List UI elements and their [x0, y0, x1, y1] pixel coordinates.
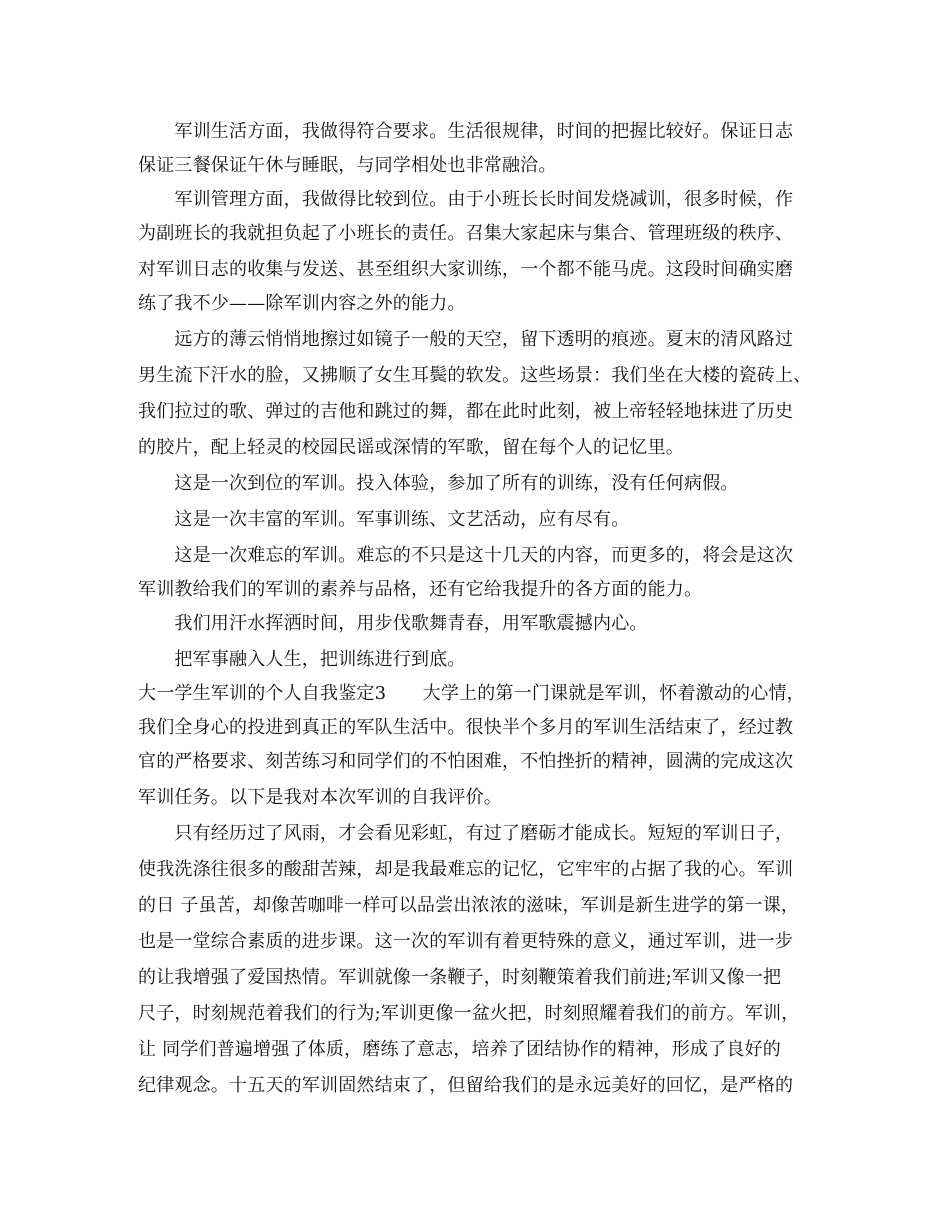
text-line: 尺子，时刻规范着我们的行为;军训更像一盆火把，时刻照耀着我们的前方。军训， — [138, 1003, 800, 1024]
text-line: 军训生活方面，我做得符合要求。生活很规律，时间的把握比较好。保证日志 — [138, 121, 794, 142]
text-line: 这是一次丰富的军训。军事训练、文艺活动，应有尽有。 — [138, 509, 630, 530]
text-line: 官的严格要求、刻苦练习和同学们的不怕困难，不怕挫折的精神，圆满的完成这次 — [138, 751, 794, 772]
text-line: 的胶片，配上轻灵的校园民谣或深情的军歌，留在每个人的记忆里。 — [138, 437, 684, 458]
text-line: 这是一次难忘的军训。难忘的不只是这十几天的内容，而更多的，将会是这次 — [138, 545, 794, 566]
text-line: 纪律观念。十五天的军训固然结束了，但留给我们的是永远美好的回忆，是严格的 — [138, 1075, 794, 1096]
text-line: 对军训日志的收集与发送、甚至组织大家训练，一个都不能马虎。这段时间确实磨 — [138, 259, 794, 280]
text-line: 使我洗涤往很多的酸甜苦辣，却是我最难忘的记忆，它牢牢的占据了我的心。军训 — [138, 859, 794, 880]
text-line: 只有经历过了风雨，才会看见彩虹，有过了磨砺才能成长。短短的军训日子， — [138, 823, 794, 844]
text-line: 让 同学们普遍增强了体质，磨练了意志，培养了团结协作的精神，形成了良好的 — [138, 1039, 781, 1060]
section-heading-line: 大一学生军训的个人自我鉴定3 大学上的第一门课就是军训，怀着激动的心情， — [138, 683, 805, 704]
text-line: 的日 子虽苦，却像苦咖啡一样可以品尝出浓浓的滋味，军训是新生进学的第一课， — [138, 895, 800, 916]
text-line: 为副班长的我就担负起了小班长的责任。召集大家起床与集合、管理班级的秩序、 — [138, 223, 794, 244]
text-line: 军训管理方面，我做得比较到位。由于小班长长时间发烧减训，很多时候，作 — [138, 189, 794, 210]
text-line: 保证三餐保证午休与睡眠，与同学相处也非常融洽。 — [138, 155, 557, 176]
text-line: 军训任务。以下是我对本次军训的自我评价。 — [138, 787, 502, 808]
text-line: 男生流下汗水的脸，又拂顺了女生耳鬓的软发。这些场景：我们坐在大楼的瓷砖上、 — [138, 365, 812, 386]
text-line: 把军事融入人生，把训练进行到底。 — [138, 649, 466, 670]
text-line: 我们用汗水挥洒时间，用步伐歌舞青春，用军歌震撼内心。 — [138, 613, 648, 634]
text-line: 也是一堂综合素质的进步课。这一次的军训有着更特殊的意义，通过军训，进一步 — [138, 931, 794, 952]
text-line: 我们全身心的投进到真正的军队生活中。很快半个多月的军训生活结束了，经过教 — [138, 717, 794, 738]
text-line: 我们拉过的歌、弹过的吉他和跳过的舞，都在此时此刻，被上帝轻轻地抹进了历史 — [138, 401, 794, 422]
text-line: 远方的薄云悄悄地擦过如镜子一般的天空，留下透明的痕迹。夏末的清风路过 — [138, 329, 794, 350]
text-line: 的让我增强了爱国热情。军训就像一条鞭子，时刻鞭策着我们前进;军训又像一把 — [138, 967, 782, 988]
text-line: 这是一次到位的军训。投入体验，参加了所有的训练，没有任何病假。 — [138, 473, 739, 494]
text-line: 军训教给我们的军训的素养与品格，还有它给我提升的各方面的能力。 — [138, 579, 703, 600]
text-line: 练了我不少——除军训内容之外的能力。 — [138, 293, 466, 314]
